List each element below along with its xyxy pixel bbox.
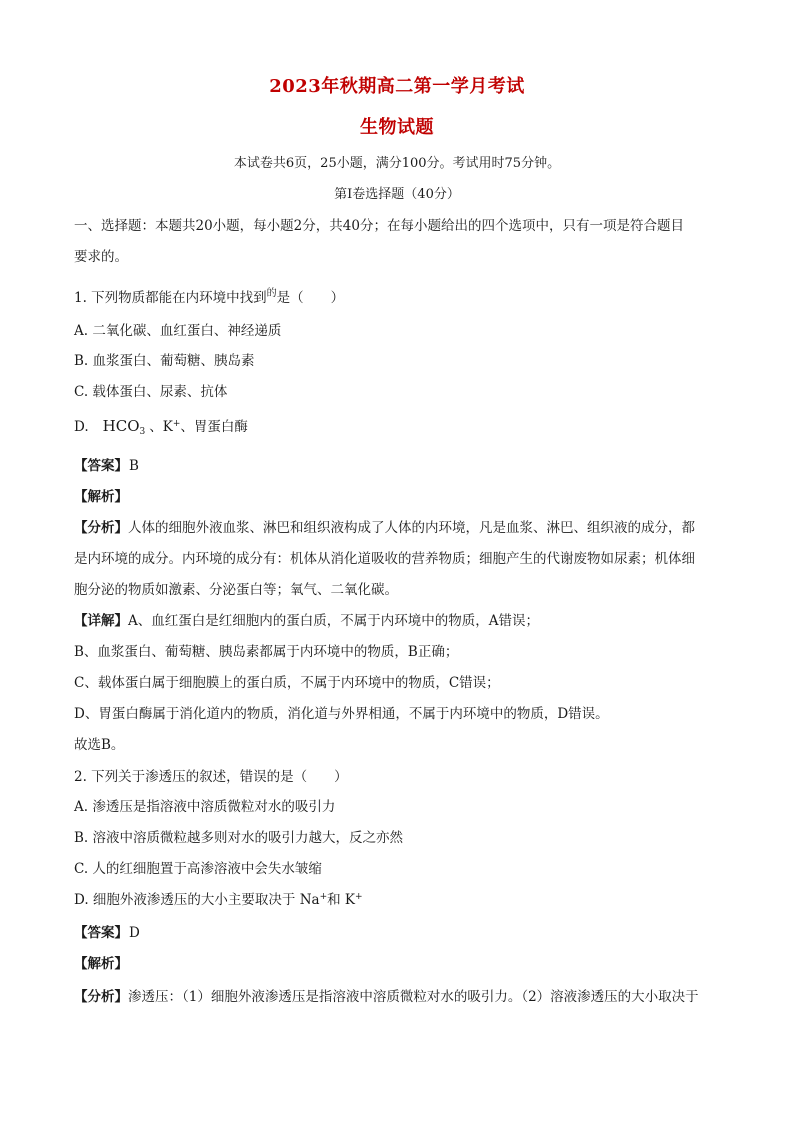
q1-analysis-label	[74, 485, 128, 505]
q1-fenxi-line-3: 胞分泌的物质如激素、分泌蛋白等；氧气、二氧化碳。	[74, 582, 398, 598]
exam-title: 2023年秋期高二第一学月考试	[269, 76, 525, 97]
q1-detail-a	[74, 609, 539, 629]
answer-label: 【答案】	[74, 458, 128, 474]
potassium-charge-2: +	[355, 892, 363, 902]
exam-subtitle: 生物试题	[360, 117, 434, 138]
bicarbonate-text: HCO	[102, 417, 140, 435]
q1-option-c: C. 载体蛋白、尿素、抗体	[74, 384, 228, 400]
answer-label-2: 【答案】	[74, 925, 128, 941]
answer-value-2: D	[129, 925, 140, 941]
q2-answer	[74, 921, 140, 941]
potassium-text: 、K	[149, 419, 173, 435]
sodium-charge: +	[319, 892, 328, 902]
detail-a-text: A、血红蛋白是红细胞内的蛋白质，不属于内环境中的物质，A错误；	[128, 613, 539, 629]
answer-value: B	[129, 458, 139, 474]
bicarbonate-formula	[103, 417, 146, 435]
fenxi-body-1: 人体的细胞外液血浆、淋巴和组织液构成了人体的内环境，凡是血浆、淋巴、组织液的成分，都	[128, 520, 695, 536]
q1-option-a: A. 二氧化碳、血红蛋白、神经递质	[74, 323, 282, 339]
q1-option-d-rest: 、胃蛋白酶	[180, 419, 248, 435]
fenxi-label-2: 【分析】	[74, 989, 128, 1005]
q2-option-b: B. 溶液中溶质微粒越多则对水的吸引力越大，反之亦然	[74, 830, 404, 846]
q1-stem-text: 1. 下列物质都能在内环境中找到	[74, 290, 267, 306]
analysis-label: 【解析】	[74, 489, 128, 505]
q2-fenxi-line-1	[74, 985, 722, 1005]
q1-conclusion: 故选B。	[74, 737, 125, 753]
bicarbonate-subscript: 3	[139, 427, 146, 437]
fenxi-text-1	[74, 516, 695, 536]
instructions-line-1	[74, 214, 722, 234]
q2-option-d	[74, 888, 363, 908]
q2-option-d-text: D. 细胞外液渗透压的大小主要取决于 Na	[74, 892, 320, 908]
instructions-line-2: 要求的。	[74, 249, 128, 265]
fenxi-label: 【分析】	[74, 520, 128, 536]
q1-answer	[74, 454, 139, 474]
q1-option-d-label: D.	[74, 419, 89, 435]
q1-fenxi-line-2	[74, 547, 722, 567]
q1-stem	[74, 284, 344, 306]
q2-fenxi-body: 渗透压：（1）细胞外液渗透压是指溶液中溶质微粒对水的吸引力。（2）溶液渗透压的大小取决于	[128, 989, 699, 1005]
potassium-charge: +	[172, 419, 181, 429]
q1-fenxi-line-1	[74, 516, 722, 536]
q1-stem-end: 是（ ）	[276, 290, 345, 306]
instructions-text: 一、选择题：本题共20小题，每小题2分，共40分；在每小题给出的四个选项中，只有一项是符合题目	[74, 218, 684, 234]
q1-option-d	[74, 415, 248, 437]
q2-analysis-label	[74, 952, 128, 972]
detail-label: 【详解】	[74, 613, 128, 629]
q1-option-b: B. 血浆蛋白、葡萄糖、胰岛素	[74, 353, 255, 369]
fenxi-body-2: 是内环境的成分。内环境的成分有：机体从消化道吸收的营养物质；细胞产生的代谢废物如尿素；机体细	[74, 551, 695, 567]
q1-detail-d: D、胃蛋白酶属于消化道内的物质，消化道与外界相通，不属于内环境中的物质，D错误。	[74, 706, 609, 722]
q2-option-a: A. 渗透压是指溶液中溶质微粒对水的吸引力	[74, 799, 336, 815]
q1-detail-b: B、血浆蛋白、葡萄糖、胰岛素都属于内环境中的物质，B正确；	[74, 644, 459, 660]
section-heading: 第I卷选择题（40分）	[334, 187, 460, 202]
analysis-label-2: 【解析】	[74, 956, 128, 972]
q2-stem: 2. 下列关于渗透压的叙述，错误的是（ ）	[74, 769, 348, 785]
q1-stem-sup: 的	[266, 288, 277, 299]
q1-detail-c: C、载体蛋白属于细胞膜上的蛋白质，不属于内环境中的物质，C错误；	[74, 675, 500, 691]
exam-info: 本试卷共6页，25小题，满分100分。考试用时75分钟。	[233, 156, 561, 171]
q2-fenxi-text	[74, 985, 699, 1005]
q2-option-c: C. 人的红细胞置于高渗溶液中会失水皱缩	[74, 861, 322, 877]
q2-option-d-k: 和 K	[327, 892, 356, 908]
